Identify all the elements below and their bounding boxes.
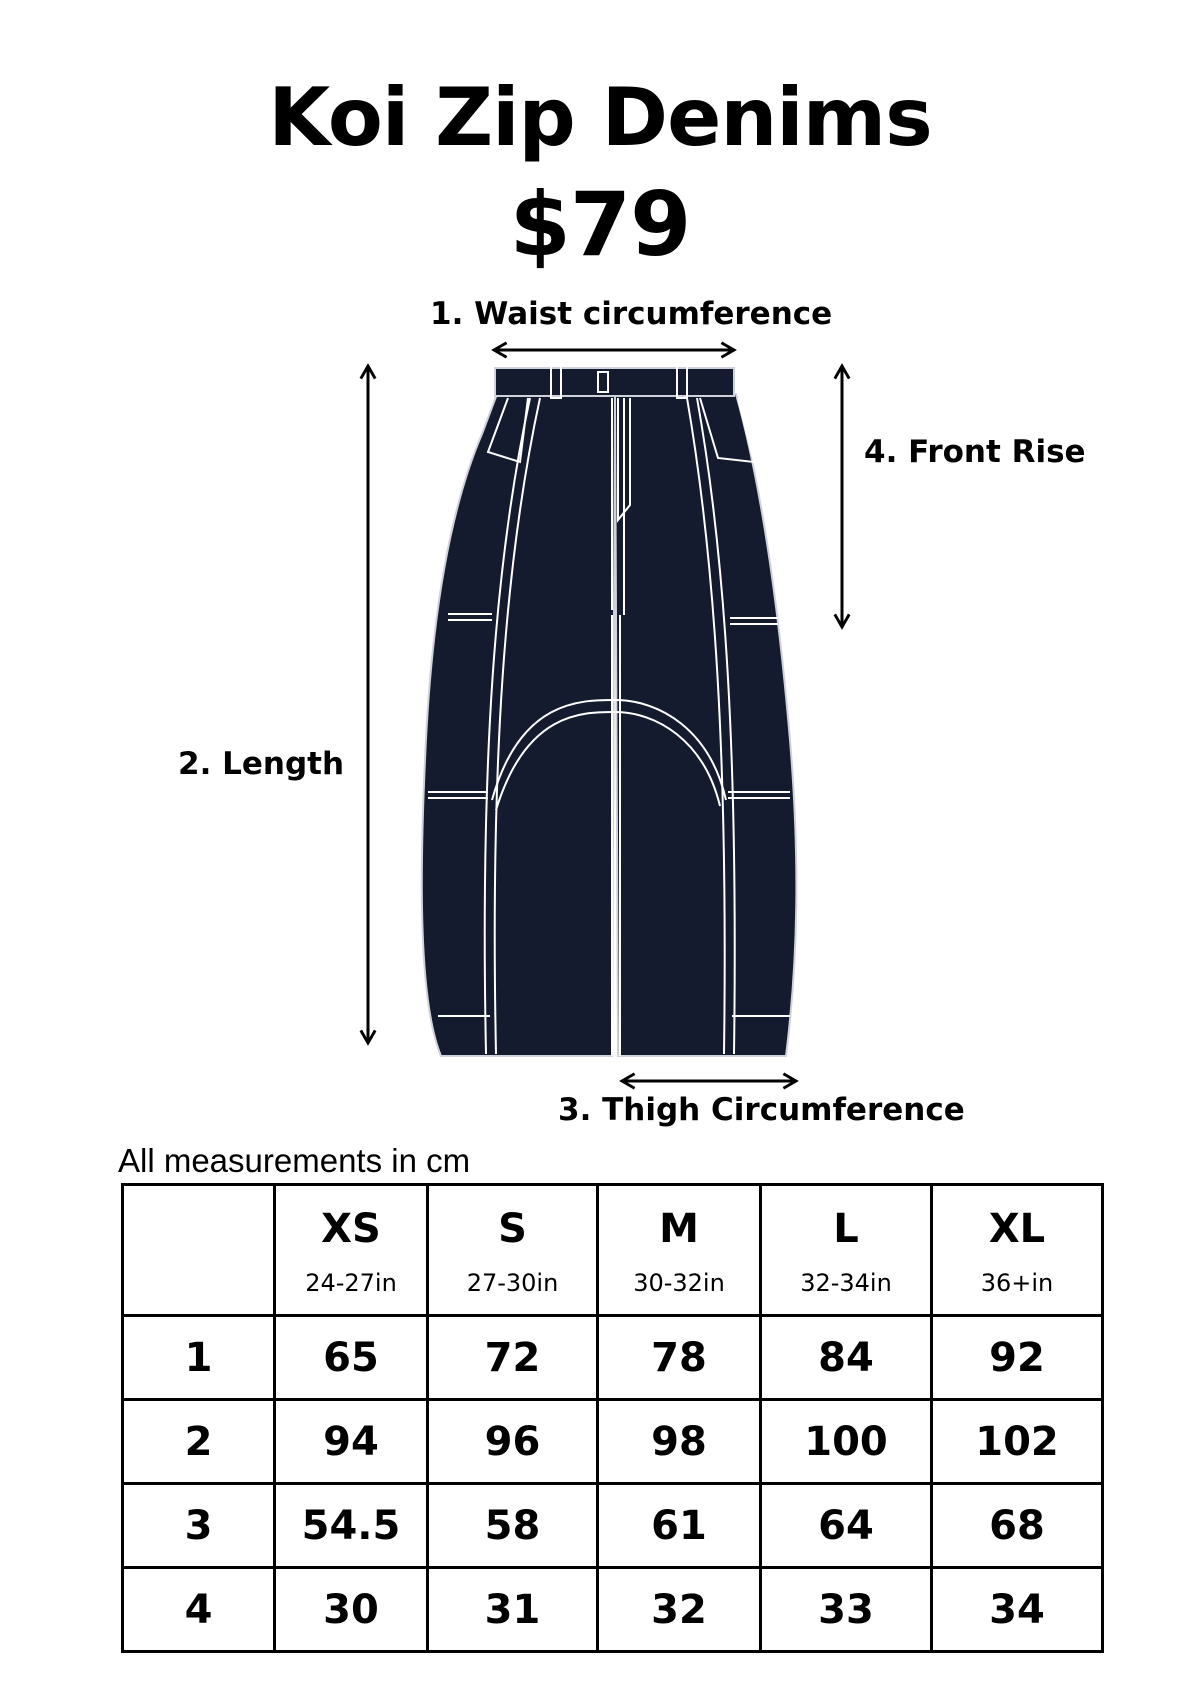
size-header-cell [275, 1185, 428, 1316]
table-cell: 94 [275, 1400, 428, 1484]
row-label: 1 [123, 1316, 275, 1400]
table-cell: 72 [428, 1316, 598, 1400]
size-range: 32-34in [800, 1269, 892, 1297]
size-header-cell [761, 1185, 932, 1316]
table-cell: 102 [932, 1400, 1103, 1484]
size-header-row [123, 1185, 1103, 1316]
table-cell: 58 [428, 1484, 598, 1568]
size-name: XL [988, 1206, 1046, 1252]
size-range: 24-27in [305, 1269, 397, 1297]
table-row [123, 1316, 1103, 1400]
waist-label: 1. Waist circumference [430, 296, 833, 332]
size-name: L [833, 1206, 859, 1252]
size-range: 27-30in [466, 1269, 559, 1297]
size-header-cell [428, 1185, 598, 1316]
table-cell: 30 [275, 1568, 428, 1652]
table-row [123, 1484, 1103, 1568]
size-header-cell [598, 1185, 761, 1316]
table-cell: 68 [932, 1484, 1103, 1568]
table-cell: 78 [598, 1316, 761, 1400]
size-header-cell [932, 1185, 1103, 1316]
row-label: 4 [123, 1568, 275, 1652]
size-range: 30-32in [633, 1269, 725, 1297]
size-range: 36+in [980, 1269, 1054, 1297]
size-name: S [498, 1206, 527, 1252]
table-cell: 64 [761, 1484, 932, 1568]
table-cell: 32 [598, 1568, 761, 1652]
row-label: 2 [123, 1400, 275, 1484]
table-cell: 84 [761, 1316, 932, 1400]
corner-cell [123, 1185, 275, 1316]
table-cell: 92 [932, 1316, 1103, 1400]
thigh-label: 3. Thigh Circumference [558, 1092, 965, 1128]
size-chart-table [121, 1183, 1104, 1653]
table-cell: 98 [598, 1400, 761, 1484]
table-row [123, 1400, 1103, 1484]
product-price: $79 [509, 173, 691, 276]
product-title: Koi Zip Denims [268, 71, 932, 164]
table-cell: 34 [932, 1568, 1103, 1652]
table-cell: 100 [761, 1400, 932, 1484]
wide-leg-jeans-icon [422, 366, 797, 1056]
table-cell: 33 [761, 1568, 932, 1652]
table-row [123, 1568, 1103, 1652]
table-cell: 96 [428, 1400, 598, 1484]
table-cell: 61 [598, 1484, 761, 1568]
length-label: 2. Length [178, 746, 345, 782]
front-rise-label: 4. Front Rise [864, 434, 1086, 470]
row-label: 3 [123, 1484, 275, 1568]
size-name: XS [321, 1206, 381, 1252]
table-cell: 31 [428, 1568, 598, 1652]
units-note: All measurements in cm [118, 1142, 471, 1179]
size-name: M [659, 1206, 699, 1252]
table-cell: 54.5 [275, 1484, 428, 1568]
table-cell: 65 [275, 1316, 428, 1400]
